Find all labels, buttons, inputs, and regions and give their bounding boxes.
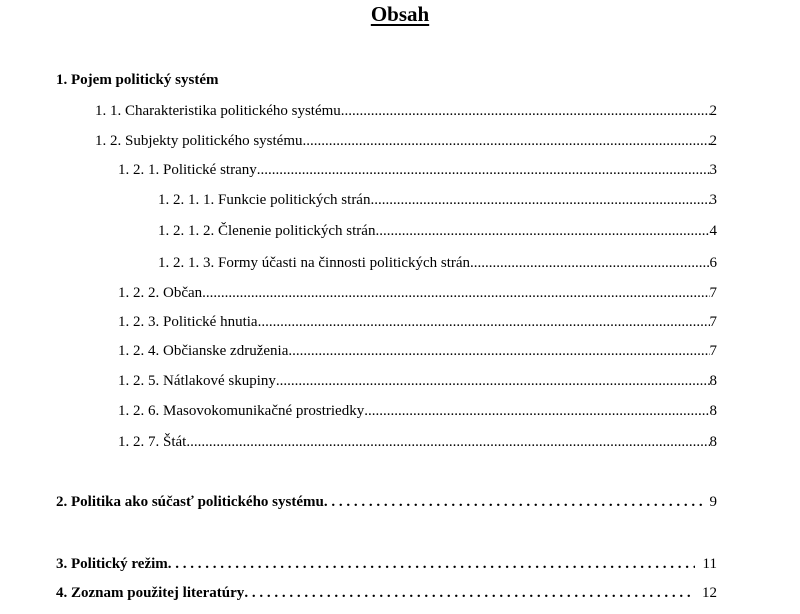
toc-page-number: 11	[702, 556, 717, 572]
toc-entry-label: 1. 1. Charakteristika politického systému	[95, 103, 341, 119]
toc-page-number: 7	[709, 314, 717, 330]
dot-leader	[168, 554, 695, 574]
toc-entry-label: 1. 2. 5. Nátlakové skupiny	[118, 373, 276, 389]
toc-entry-label: 1. 2. 1. 3. Formy účasti na činnosti politických strán	[158, 255, 471, 271]
toc-entry-label: 1. 2. 4. Občianske združenia	[118, 343, 289, 359]
toc-page-number: 3	[709, 192, 717, 208]
toc-entry-1-2-3	[118, 312, 717, 332]
dot-leader	[470, 253, 709, 273]
toc-entry-label: 1. 2. 1. 1. Funkcie politických strán	[158, 192, 371, 208]
toc-entry-2	[56, 492, 717, 512]
toc-entry-label: 3. Politický režim	[56, 556, 168, 572]
toc-entry-1-1	[95, 101, 717, 121]
toc-page-number: 3	[709, 162, 717, 178]
toc-entry-label: 1. 2. 2. Občan	[118, 285, 203, 301]
toc-page-number: 2	[709, 133, 717, 149]
dot-leader	[202, 283, 709, 303]
toc-page-number: 7	[709, 343, 717, 359]
toc-entry-1	[56, 70, 456, 90]
toc-page-number: 4	[709, 223, 717, 239]
toc-entry-1-2-1-2	[158, 221, 717, 241]
toc-page-number: 2	[709, 103, 717, 119]
toc-entry-label: 1. 2. 3. Politické hnutia	[118, 314, 258, 330]
toc-page-number: 8	[709, 434, 717, 450]
toc-entry-label: 1. 2. 1. 2. Členenie politických strán	[158, 223, 376, 239]
dot-leader	[186, 432, 709, 452]
toc-page-number: 6	[709, 255, 717, 271]
dot-leader	[324, 492, 702, 512]
toc-entry-1-2-4	[118, 341, 717, 361]
toc-page-number: 8	[709, 403, 717, 419]
toc-entry-1-2	[95, 131, 717, 151]
toc-entry-label: 4. Zoznam použitej literatúry	[56, 585, 245, 601]
toc-page-number: 12	[702, 585, 717, 601]
toc-entry-4	[56, 583, 717, 603]
toc-page-number: 7	[709, 285, 717, 301]
dot-leader	[257, 160, 710, 180]
toc-entry-1-2-2	[118, 283, 717, 303]
toc-entry-1-2-7	[118, 432, 717, 452]
dot-leader	[375, 221, 709, 241]
dot-leader	[303, 131, 710, 151]
toc-entry-label: 2. Politika ako súčasť politického systému	[56, 494, 324, 510]
toc-page-number: 8	[709, 373, 717, 389]
dot-leader	[370, 190, 709, 210]
dot-leader	[341, 101, 710, 121]
dot-leader	[364, 401, 709, 421]
toc-entry-1-2-5	[118, 371, 717, 391]
toc-entry-label: 1. 2. 6. Masovokomunikačné prostriedky	[118, 403, 365, 419]
toc-page-number: 9	[709, 494, 717, 510]
dot-leader	[244, 583, 694, 603]
toc-entry-label: 1. 2. 7. Štát	[118, 434, 187, 450]
toc-entry-label: 1. 2. 1. Politické strany	[118, 162, 257, 178]
toc-entry-1-2-6	[118, 401, 717, 421]
toc-entry-1-2-1-1	[158, 190, 717, 210]
dot-leader	[258, 312, 710, 332]
toc-entry-1-2-1-3	[158, 253, 717, 273]
toc-entry-label: 1. Pojem politický systém	[56, 72, 219, 88]
toc-entry-label: 1. 2. Subjekty politického systému	[95, 133, 303, 149]
toc-entry-3	[56, 554, 717, 574]
dot-leader	[288, 341, 709, 361]
toc-title: Obsah	[370, 2, 430, 26]
dot-leader	[276, 371, 710, 391]
toc-entry-1-2-1	[118, 160, 717, 180]
